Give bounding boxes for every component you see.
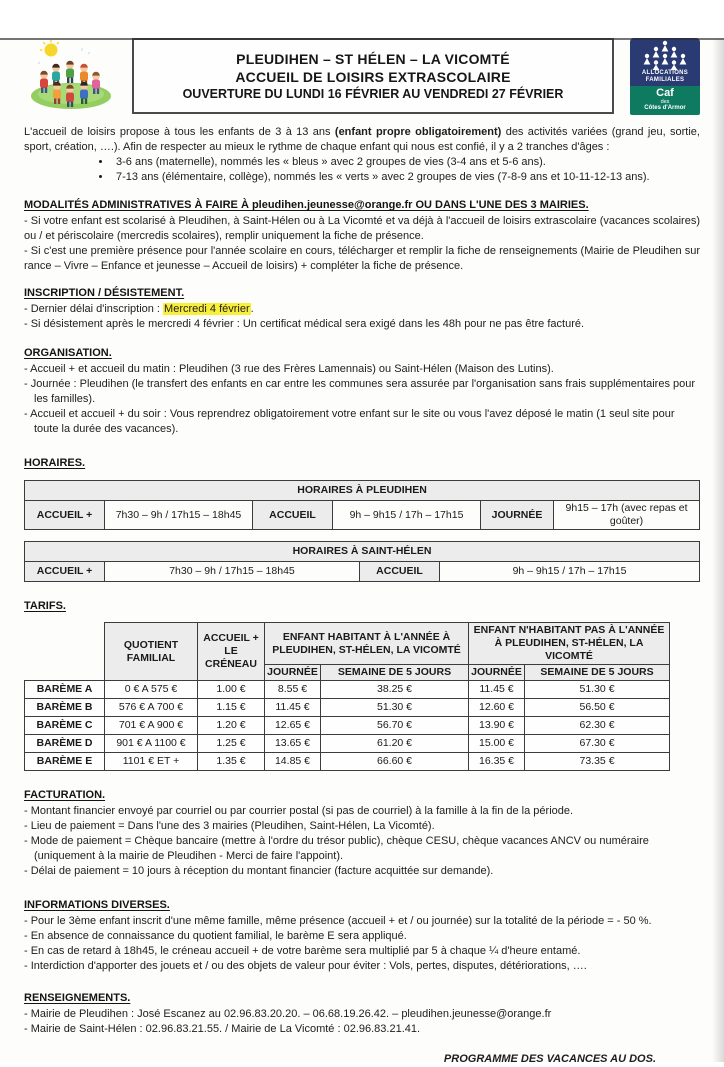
bareme-label: BARÈME C — [25, 717, 105, 735]
table-title: HORAIRES À PLEUDIHEN — [25, 481, 700, 501]
table-cell: 1.15 € — [198, 699, 265, 717]
group-header-nonresident: ENFANT N'HABITANT PAS À L'ANNÉE À PLEUDIHEN, ST-HÉLEN, LA VICOMTÉ — [469, 623, 670, 665]
age-group-item: • 7-13 ans (élémentaire, collège), nommés les « verts » avec 2 groupes de vies (7-8-9 ans et 10-11-12-13 ans). — [112, 170, 700, 185]
intro-paragraph — [24, 125, 700, 155]
table-cell: 16.35 € — [469, 753, 525, 771]
table-cell: ACCUEIL + — [25, 562, 105, 582]
table-cell: 0 € A 575 € — [105, 681, 198, 699]
text-line: - Interdiction d'apporter des jouets et / ou des objets de valeur pour éviter : Vols, pertes, disputes, détériorations, …. — [24, 960, 587, 972]
back-page-note: PROGRAMME DES VACANCES AU DOS. — [443, 1053, 656, 1065]
section-tarifs — [24, 599, 700, 771]
table-cell: 1.35 € — [198, 753, 265, 771]
table-cell: 1.20 € — [198, 717, 265, 735]
text-line: - En absence de connaissance du quotient familial, le barème E sera appliqué. — [24, 930, 407, 942]
table-cell: 1.25 € — [198, 735, 265, 753]
table-cell: 9h – 9h15 / 17h – 17h15 — [440, 562, 700, 582]
bareme-label: BARÈME D — [25, 735, 105, 753]
scanned-document-page — [0, 38, 724, 1065]
section-renseignements — [24, 991, 700, 1037]
caf-name: Caf — [656, 87, 674, 99]
text-line: - Montant financier envoyé par courriel ou par courrier postal (si pas de courriel) à la famille à la fin de la période. — [24, 805, 574, 817]
children-circle-illustration — [24, 38, 116, 114]
section-horaires — [24, 456, 700, 582]
caf-cotes-armor: Côtes d'Armor — [644, 105, 686, 111]
section-heading: INSCRIPTION / DÉSISTEMENT. — [24, 287, 185, 299]
section-heading: INFORMATIONS DIVERSES. — [24, 899, 170, 911]
text-line: - En cas de retard à 18h45, le créneau accueil + de votre barème sera multiplié par 5 à chaque ¼ d'heure entamé. — [24, 945, 581, 957]
age-groups-list — [24, 155, 700, 185]
text-line: - Accueil + et accueil du matin : Pleudihen (3 rue des Frères Lamennais) ou Saint-Hélen (Maison des Lutins). — [24, 363, 554, 375]
text-line: - Pour le 3ème enfant inscrit d'une même famille, même présence (accueil + et / ou journée) sur la totalité de la période = - 50 %. — [24, 915, 652, 927]
section-inscription — [24, 286, 700, 332]
section-heading: TARIFS. — [24, 600, 66, 612]
table-title: HORAIRES À SAINT-HÉLEN — [25, 542, 700, 562]
column-header: JOURNÉE — [265, 665, 321, 681]
text-line: - Mairie de Saint-Hélen : 02.96.83.21.55. / Mairie de La Vicomté : 02.96.83.21.41. — [24, 1023, 421, 1035]
intro-text-2: des activités variées (grand jeu, sortie, sport, création, ….). Afin de respecter au mieux le rythme de chaque enfant qui nous est confié, il y a 2 tranches d'âges : — [24, 126, 700, 153]
column-header: ACCUEIL + LE CRÉNEAU — [198, 623, 265, 681]
title-dates: OUVERTURE DU LUNDI 16 FÉVRIER AU VENDREDI 27 FÉVRIER — [182, 86, 564, 101]
table-row — [25, 699, 670, 717]
bareme-label: BARÈME E — [25, 753, 105, 771]
intro-bold-note: (enfant propre obligatoirement) — [334, 126, 502, 138]
title-communes: PLEUDIHEN – ST HÉLEN – LA VICOMTÉ — [236, 50, 510, 67]
text-line — [24, 302, 700, 317]
child-figure — [66, 61, 74, 83]
deadline-highlight: Mercredi 4 février — [164, 303, 250, 315]
text-line: - Délai de paiement = 10 jours à réception du montant financier (facture acquittée sur demande). — [24, 865, 494, 877]
bareme-label: BARÈME A — [25, 681, 105, 699]
text-line: - Si votre enfant est scolarisé à Pleudihen, à Saint-Hélen ou à La Vicomté et va déjà à l'accueil de loisirs extrascolaire (vacances scolaires) ou / et périscolaire (mercredis scolaires), remplir uniquement la fiche de présence. — [24, 215, 700, 242]
title-accueil: ACCUEIL DE LOISIRS EXTRASCOLAIRE — [235, 68, 511, 85]
caf-des: des — [660, 99, 670, 105]
intro-text-1: L'accueil de loisirs propose à tous les enfants de 3 à 13 ans — [24, 126, 335, 138]
table-cell: ACCUEIL + — [25, 501, 105, 530]
text-line: - Si c'est une première présence pour l'année scolaire en cours, télécharger et remplir la fiche de renseignements (Mairie de Pleudihen sur rance – Vivre – Enfance et jeunesse – Accueil de loisirs) + compléter la fiche de présence. — [24, 245, 700, 272]
caf-familiales-label: FAMILIALES — [645, 77, 685, 83]
caf-logo-bottom — [630, 86, 700, 115]
text-line: - Accueil et accueil + du soir : Vous reprendrez obligatoirement votre enfant sur le site ou vous l'avez déposé le matin (1 seul site pour toute la durée des vacances). — [24, 408, 675, 435]
table-cell: 7h30 – 9h / 17h15 – 18h45 — [105, 562, 360, 582]
section-heading: MODALITÉS ADMINISTRATIVES À FAIRE À pleudihen.jeunesse@orange.fr OU DANS L'UNE DES 3 MAIRIES. — [24, 199, 589, 211]
table-cell: 8.55 € — [265, 681, 321, 699]
section-heading: FACTURATION. — [24, 789, 106, 801]
column-header: SEMAINE DE 5 JOURS — [321, 665, 469, 681]
table-cell: 701 € A 900 € — [105, 717, 198, 735]
column-header: QUOTIENT FAMILIAL — [105, 623, 198, 681]
section-heading: ORGANISATION. — [24, 347, 112, 359]
table-cell: 13.90 € — [469, 717, 525, 735]
table-cell: 11.45 € — [469, 681, 525, 699]
table-cell: 14.85 € — [265, 753, 321, 771]
column-header: JOURNÉE — [469, 665, 525, 681]
table-cell: 15.00 € — [469, 735, 525, 753]
section-modalites — [24, 198, 700, 274]
table-cell: 67.30 € — [525, 735, 670, 753]
text-line: - Lieu de paiement = Dans l'une des 3 mairies (Pleudihen, Saint-Hélen, La Vicomté). — [24, 820, 435, 832]
table-row — [25, 717, 670, 735]
table-cell: 12.60 € — [469, 699, 525, 717]
table-cell: 1101 € ET + — [105, 753, 198, 771]
table-cell: ACCUEIL — [360, 562, 440, 582]
table-cell: 1.00 € — [198, 681, 265, 699]
table-cell: 12.65 € — [265, 717, 321, 735]
bareme-label: BARÈME B — [25, 699, 105, 717]
table-cell: 51.30 € — [321, 699, 469, 717]
column-header: SEMAINE DE 5 JOURS — [525, 665, 670, 681]
section-heading: RENSEIGNEMENTS. — [24, 992, 131, 1004]
caf-logo-top — [630, 38, 700, 86]
deadline-label: - Dernier délai d'inscription : — [24, 303, 164, 315]
table-cell: 11.45 € — [265, 699, 321, 717]
caf-allocations-label: ALLOCATIONS — [641, 70, 689, 76]
age-group-item: • 3-6 ans (maternelle), nommés les « bleus » avec 2 groupes de vies (3-4 ans et 5-6 ans). — [112, 155, 700, 170]
document-body — [0, 125, 724, 1067]
document-header — [24, 38, 700, 114]
table-cell: 62.30 € — [525, 717, 670, 735]
table-cell: 56.50 € — [525, 699, 670, 717]
section-organisation — [24, 346, 700, 437]
empty-corner-cell — [25, 623, 105, 681]
text-line: - Journée : Pleudihen (le transfert des enfants en car entre les communes sera assurée par l'organisation sans frais supplémentaires pour les familles). — [24, 378, 696, 405]
horaires-pleudihen-table — [24, 480, 700, 530]
text-line: - Si désistement après le mercredi 4 février : Un certificat médical sera exigé dans les 48h pour ne pas être facturé. — [24, 318, 585, 330]
table-cell: 73.35 € — [525, 753, 670, 771]
table-cell: 66.60 € — [321, 753, 469, 771]
table-cell: 38.25 € — [321, 681, 469, 699]
horaires-saint-helen-table — [24, 541, 700, 582]
table-cell: 56.70 € — [321, 717, 469, 735]
table-cell: 576 € A 700 € — [105, 699, 198, 717]
section-heading: HORAIRES. — [24, 457, 86, 469]
table-cell: 13.65 € — [265, 735, 321, 753]
deadline-period: . — [250, 303, 254, 315]
text-line: - Mode de paiement = Chèque bancaire (mettre à l'ordre du trésor public), chèque CESU, chèque vacances ANCV ou numéraire (uniquement à la mairie de Pleudihen - Merci de faire l'appoint). — [24, 835, 649, 862]
table-cell: 7h30 – 9h / 17h15 – 18h45 — [105, 501, 253, 530]
table-row — [25, 681, 670, 699]
title-box — [132, 38, 614, 114]
tarifs-table — [24, 622, 670, 771]
table-cell: 901 € A 1100 € — [105, 735, 198, 753]
table-cell: JOURNÉE — [481, 501, 554, 530]
children-clipart — [24, 38, 116, 114]
table-cell: 9h15 – 17h (avec repas et goûter) — [554, 501, 700, 530]
table-row — [25, 753, 670, 771]
table-cell: 9h – 9h15 / 17h – 17h15 — [333, 501, 481, 530]
section-facturation — [24, 788, 700, 879]
table-cell: ACCUEIL — [253, 501, 333, 530]
section-informations-diverses — [24, 898, 700, 974]
group-header-resident: ENFANT HABITANT À L'ANNÉE À PLEUDIHEN, ST-HÉLEN, LA VICOMTÉ — [265, 623, 469, 665]
table-cell: 51.30 € — [525, 681, 670, 699]
table-row — [25, 735, 670, 753]
text-line: - Mairie de Pleudihen : José Escanez au 02.96.83.20.20. – 06.68.19.26.42. – pleudihen.jeunesse@orange.fr — [24, 1008, 552, 1020]
caf-logo — [630, 38, 700, 114]
table-cell: 61.20 € — [321, 735, 469, 753]
caf-family-figures-icon — [637, 40, 693, 70]
